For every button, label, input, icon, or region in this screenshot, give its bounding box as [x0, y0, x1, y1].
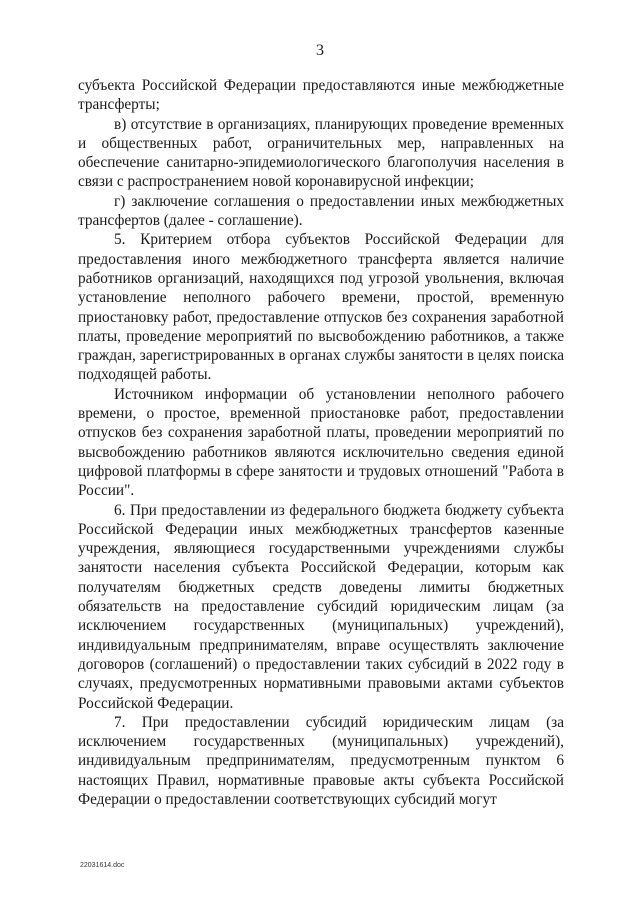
paragraph-clause-5: 5. Критерием отбора субъектов Российской Федерации для предоставления иного межбюджетного трансферта является наличие работников организаций, находящихся под угрозой увольнения, включая установление неполного рабочего времени, простой, временную приостановку работ, предоставление отпусков без сохранения заработной платы, проведение мероприятий по высвобождению работников, а также граждан, зарегистрированных в органах службы занятости в целях поиска подходящей работы.: [78, 231, 564, 384]
paragraph-information-source: Источником информации об установлении неполного рабочего времени, о простое, временной приостановке работ, предоставлении отпусков без сохранения заработной платы, проведении мероприятий по высвобождению работников являются исключительно сведения единой цифровой платформы в сфере занятости и трудовых отношений "Работа в России".: [78, 385, 564, 500]
paragraph-clause-7: 7. При предоставлении субсидий юридическим лицам (за исключением государственных (муниципальных) учреждений), индивидуальным предпринимателям, предусмотренным пунктом 6 настоящих Правил, нормативные правовые акты субъекта Российской Федерации о предоставлении соответствующих субсидий могут: [78, 713, 564, 808]
page-number: 3: [316, 42, 324, 59]
paragraph-item-v: в) отсутствие в организациях, планирующих проведение временных и общественных работ, ограничительных мер, направленных на обеспечение санитарно-эпидемиологического благополучия населения в связи с распространением новой коронавирусной инфекции;: [78, 115, 564, 191]
paragraph-item-g: г) заключение соглашения о предоставлении иных межбюджетных трансфертов (далее - соглашение).: [78, 192, 564, 230]
document-body: [78, 76, 564, 809]
file-name-footer: 22031614.doc: [80, 862, 125, 869]
paragraph-continuation: субъекта Российской Федерации предоставляются иные межбюджетные трансферты;: [78, 77, 564, 114]
paragraph-clause-6: 6. При предоставлении из федерального бюджета бюджету субъекта Российской Федерации иных межбюджетных трансфертов казенные учреждения, являющиеся государственными учреждениями службы занятости населения субъекта Российской Федерации, которым как получателям бюджетных средств доведены лимиты бюджетных обязательств на предоставление субсидий юридическим лицам (за исключением государственных (муниципальных) учреждений), индивидуальным предпринимателям, вправе осуществлять заключение договоров (соглашений) о предоставлении таких субсидий в 2022 году в случаях, предусмотренных нормативными правовыми актами субъектов Российской Федерации.: [78, 501, 564, 712]
